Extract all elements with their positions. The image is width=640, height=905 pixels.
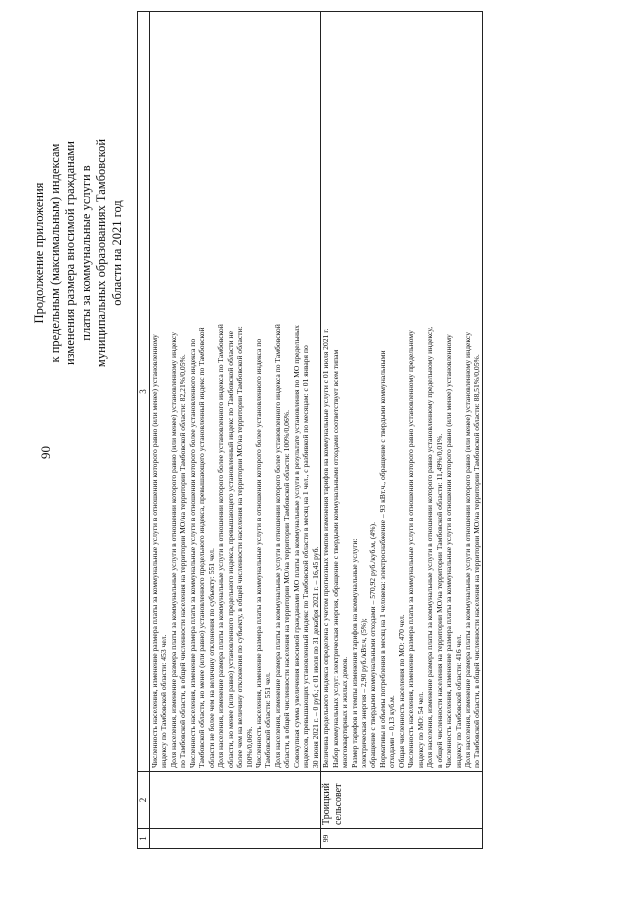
heading-line: области на 2021 год [109,200,124,306]
row-number-cell: 99 [321,829,483,849]
heading-line: платы за коммунальные услуги в [78,165,93,341]
text-line: в общей численности населения на территории МО/на территории Тамбовской области: 11,49%/0,01%. [434,433,444,768]
text-line: 30 июня 2021 г. – 0 руб.; с 01 июля по 31 декабря 2021 г. – 16,45 руб. [310,546,320,768]
text-line: Тамбовской области, но менее (или равно) установленного предельного индекса, превышающего установленный индекс по Тамбовской [197,327,207,768]
column-header: 1 [138,829,150,849]
text-line: Общая численность населения по МО: 470 чел. [396,614,406,768]
text-line: многоквартирных и жилых домов. [340,656,350,768]
text-line: Доля населения, изменение размера платы за коммунальные услуги в отношении которого равно установленному предельному индексу, [425,326,435,768]
text-line: Численность населения, изменение размера платы за коммунальные услуги в отношении которого более установленного индекса по [253,338,263,768]
table-row [150,12,321,849]
text-line: индексу по МО: 54 чел. [415,691,425,768]
text-line: более чем на величину отклонения по субъекту, в общей численности населения на территории МО/на территории Тамбовской области: [235,326,245,768]
row-text-cell [321,12,483,772]
heading-line: Продолжение приложения [32,182,46,324]
text-line: электрическая энергия – 2,90 руб./кВт.ч, (5%); [358,618,368,768]
heading-line: изменения размера вносимой гражданами [63,141,77,366]
text-line: Доля населения, изменение размера платы за коммунальные услуги в отношении которого более установленного индекса по Тамбовской [216,324,226,768]
text-line: по Тамбовской области, в общей численности населения на территории МО/на территории Тамбовской области: 82,21%/0,05%. [178,354,188,768]
text-line: Доля населения, изменение размера платы за коммунальные услуги в отношении которого равно (или менее) установленному индексу [168,332,178,768]
text-line: индексу по Тамбовской области: 453 чел. [159,634,169,768]
text-line: отходами – 0,13 куб.м. [387,695,397,768]
heading-line: муниципальных образованиях Тамбовской [94,138,108,368]
text-line: по Тамбовской области, в общей численности населения на территории МО/на территории Тамбовской области: 88,51%/0,05%. [472,354,482,768]
indices-table [137,11,483,849]
text-line: области не более чем на величину отклонения по субъекту: 551 чел. [206,548,216,768]
row-name-cell: Троицкий сельсовет [321,772,483,829]
text-line: Доля населения, изменение размера платы за коммунальные услуги в отношении которого равно (или менее) установленному индексу [462,332,472,768]
row-name-cell [150,772,321,829]
text-line: индексу по Тамбовской области: 416 чел. [453,634,463,768]
text-line: Размер тарифов и темпы изменения тарифов на коммунальные услуги: [349,538,359,768]
column-header: 3 [138,12,150,772]
appendix-heading [32,128,125,378]
text-line: Численность населения, изменение размера платы за коммунальные услуги в отношении которого равно (или менее) установленному [150,334,159,768]
text-line: Доля населения, изменение размера платы за коммунальные услуги в отношении которого более установленного индекса по Тамбовской [272,324,282,768]
heading-line: к предельным (максимальным) индексам [47,143,62,363]
text-line: обращение с твердыми коммунальными отходами – 570,92 руб./куб.м, (4%). [368,522,378,768]
text-line: Набор коммунальных услуг: электрическая энергия, обращение с твердыми коммунальными отходами соответствует всем типам [330,349,340,768]
row-text-cell [150,12,321,772]
text-line: Тамбовской области: 551 чел. [263,672,273,768]
table-header-row [138,12,150,849]
text-line: Численность населения, изменение размера платы за коммунальные услуги в отношении которого равно установленному предельному [406,330,416,768]
text-line: области, но менее (или равно) установленного предельного индекса, превышающего установленный индекс по Тамбовской области не [225,331,235,768]
column-header: 2 [138,772,150,829]
text-line: Совокупная сумма увеличения вносимой гражданами МО платы за коммунальные услуги в результате установления по МО предельных [291,325,301,768]
row-number-cell [150,829,321,849]
table-row [321,12,483,849]
text-line: Нормативы и объемы потребления в месяц на 1 человека: электроснабжение – 93 кВт.ч., обращение с твердыми коммунальными [377,350,387,768]
text-line: индексов, превышающих установленный индекс по Тамбовской области в месяц на 1 чел., с разбивкой по месяцам: с 01 января по [301,345,311,768]
text-line: Численность населения, изменение размера платы за коммунальные услуги в отношении которого более установленного индекса по [187,338,197,768]
page-number: 90 [38,446,53,459]
text-line: области, в общей численности населения на территории МО/на территории Тамбовской области: 100%/0,06%. [282,409,292,768]
text-line: Величина предельного индекса определена с учетом прогнозных темпов изменения тарифов на коммунальные услуги с 01 июля 2021 г. [321,328,331,768]
text-line: 100%/0,06%. [244,726,254,768]
text-line: Численность населения, изменение размера платы за коммунальные услуги в отношении которого равно (или менее) установленному [444,334,454,768]
